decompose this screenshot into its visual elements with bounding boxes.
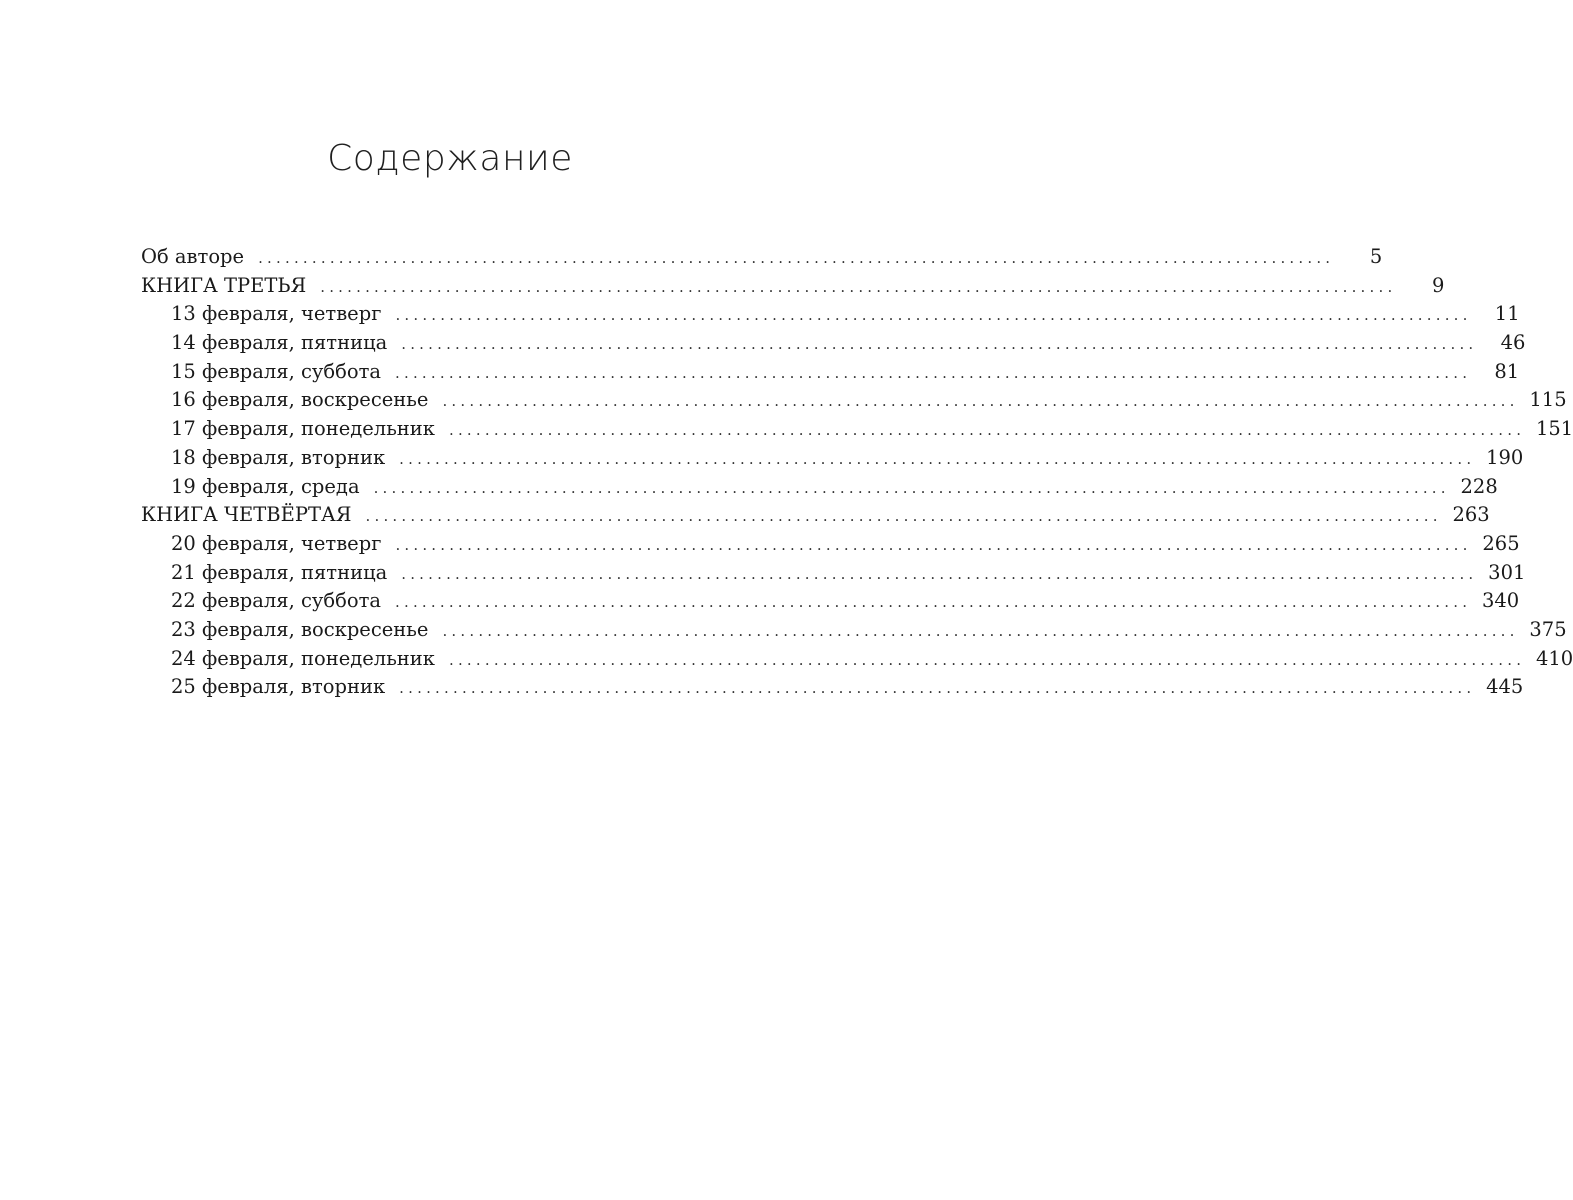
toc-entry[interactable] — [141, 386, 1567, 415]
toc-entry[interactable] — [141, 530, 1520, 559]
toc-leader-dots: ........................................................................................................................ — [442, 621, 1519, 640]
toc-entry[interactable] — [141, 415, 1573, 444]
toc-entry[interactable] — [141, 645, 1573, 674]
toc-entry-page: 410 — [1535, 646, 1573, 670]
toc-entry-label: 16 февраля, воскресенье — [171, 388, 429, 412]
toc-entry-label: 13 февраля, четверг — [171, 302, 382, 326]
toc-leader-dots: ........................................................................................................................ — [401, 335, 1478, 354]
toc-entry[interactable] — [141, 329, 1526, 358]
toc-entry-label: 18 февраля, вторник — [171, 445, 386, 469]
toc-entry-label: 14 февраля, пятница — [171, 331, 388, 355]
toc-entry-label: 20 февраля, четверг — [171, 531, 382, 555]
toc-entry[interactable] — [141, 243, 1383, 272]
toc-entry[interactable] — [141, 473, 1498, 502]
page-title: Содержание — [327, 138, 573, 179]
toc-entry-page: 340 — [1481, 589, 1520, 613]
toc-entry-page: 5 — [1369, 245, 1383, 268]
toc-entry[interactable] — [141, 501, 1490, 530]
toc-entry-label: 15 февраля, суббота — [171, 359, 382, 383]
table-of-contents — [141, 243, 1573, 702]
toc-leader-dots: ........................................................................................................................ — [399, 449, 1476, 468]
toc-entry[interactable] — [141, 587, 1520, 616]
toc-leader-dots: ........................................................................................................................ — [395, 535, 1472, 554]
toc-entry-label: 24 февраля, понедельник — [171, 646, 435, 670]
toc-leader-dots: ........................................................................................................................ — [449, 650, 1526, 669]
toc-entry-page: 301 — [1488, 560, 1526, 584]
toc-leader-dots: ........................................................................................................................ — [320, 277, 1397, 296]
toc-leader-dots: ........................................................................................................................ — [395, 306, 1472, 325]
toc-entry-label: 17 февраля, понедельник — [171, 417, 435, 441]
toc-entry-page: 190 — [1486, 445, 1524, 469]
toc-entry-label: 22 февраля, суббота — [171, 589, 382, 613]
toc-entry-page: 228 — [1460, 474, 1498, 498]
toc-entry-label: КНИГА ТРЕТЬЯ — [141, 273, 307, 297]
toc-entry-label: 21 февраля, пятница — [171, 560, 388, 584]
toc-entry-page: 115 — [1529, 388, 1567, 412]
toc-entry-page: 11 — [1494, 302, 1520, 326]
toc-entry[interactable] — [141, 616, 1567, 645]
toc-entry-page: 265 — [1482, 531, 1520, 555]
toc-entry-page: 445 — [1486, 675, 1524, 699]
toc-entry-page: 151 — [1535, 417, 1573, 441]
toc-leader-dots: ........................................................................................................................ — [373, 478, 1450, 497]
toc-leader-dots: ........................................................................................................................ — [395, 363, 1472, 382]
toc-entry-label: 25 февраля, вторник — [171, 675, 386, 699]
toc-leader-dots: ........................................................................................................................ — [442, 392, 1519, 411]
toc-entry[interactable] — [141, 300, 1520, 329]
toc-entry[interactable] — [141, 673, 1524, 702]
toc-entry-label: Об авторе — [141, 245, 245, 268]
toc-entry[interactable] — [141, 272, 1445, 301]
toc-leader-dots: ........................................................................................................................ — [449, 421, 1526, 440]
toc-leader-dots: ........................................................................................................................ — [258, 249, 1335, 267]
toc-entry[interactable] — [141, 358, 1520, 387]
toc-entry-page: 9 — [1432, 273, 1445, 297]
toc-entry-page: 81 — [1494, 359, 1520, 383]
toc-entry[interactable] — [141, 444, 1524, 473]
toc-leader-dots: ........................................................................................................................ — [395, 593, 1472, 612]
toc-entry-page: 375 — [1529, 617, 1567, 641]
toc-entry-label: КНИГА ЧЕТВЁРТАЯ — [141, 503, 352, 527]
toc-entry[interactable] — [141, 559, 1526, 588]
toc-leader-dots: ........................................................................................................................ — [365, 507, 1442, 526]
toc-entry-page: 263 — [1452, 503, 1490, 527]
toc-leader-dots: ........................................................................................................................ — [401, 564, 1478, 583]
toc-entry-page: 46 — [1500, 331, 1526, 355]
toc-entry-label: 19 февраля, среда — [171, 474, 360, 498]
toc-leader-dots: ........................................................................................................................ — [399, 679, 1476, 698]
toc-entry-label: 23 февраля, воскресенье — [171, 617, 429, 641]
